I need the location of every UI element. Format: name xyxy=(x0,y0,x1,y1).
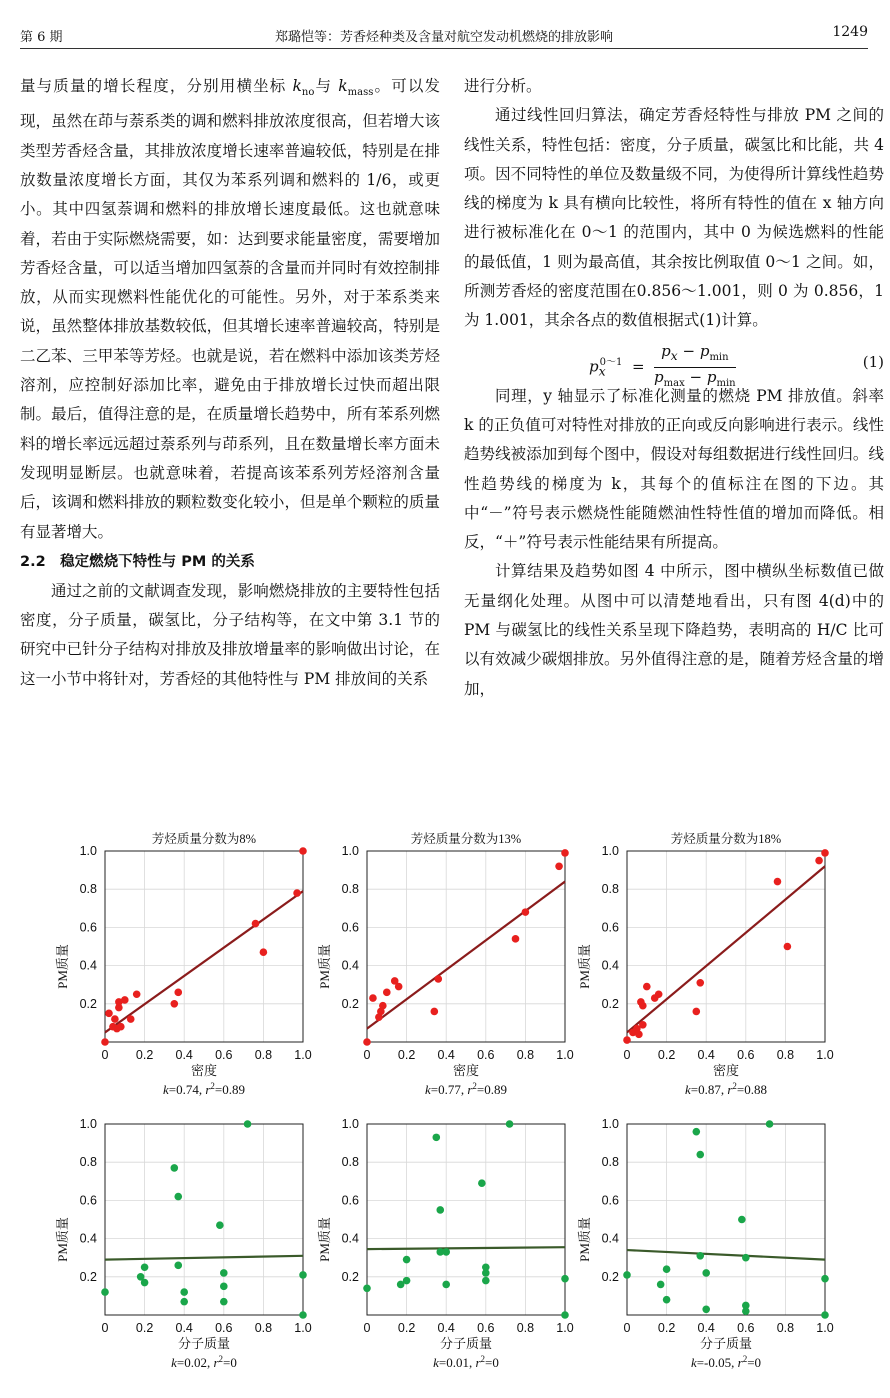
x-tick-label: 0.2 xyxy=(135,1048,154,1062)
data-point xyxy=(141,1279,149,1287)
right-column xyxy=(464,72,884,704)
chart-title: 芳烃质量分数为13% xyxy=(410,832,522,846)
y-tick-label: 0.4 xyxy=(601,958,619,973)
x-tick-label: 0.4 xyxy=(437,1321,455,1335)
x-tick-label: 1.0 xyxy=(294,1321,312,1335)
data-point xyxy=(174,989,182,997)
x-tick-label: 0.2 xyxy=(397,1321,416,1335)
data-point xyxy=(702,1305,710,1313)
y-axis-label: PM质量 xyxy=(317,1217,332,1262)
data-point xyxy=(260,948,268,956)
data-point xyxy=(127,1015,135,1023)
y-tick-label: 0.6 xyxy=(601,920,619,935)
data-point xyxy=(561,1275,569,1283)
figure-4-charts xyxy=(0,832,890,1398)
right-paragraph-3: 计算结果及趋势如图 4 中所示，图中横纵坐标数值已做无量纲化处理。从图中可以清楚地看出，只有图 4(d)中的 PM 与碳氢比的线性关系呈现下降趋势，表明高的 H/C 比可以有效减少碳烟排放。另外值得注意的是，随着芳烃含量的增加， xyxy=(464,562,884,698)
y-tick-label: 0.8 xyxy=(601,882,619,897)
x-tick-label: 1.0 xyxy=(816,1048,834,1062)
data-point xyxy=(171,1000,179,1008)
y-tick-label: 0.2 xyxy=(341,1269,359,1284)
data-point xyxy=(512,935,520,943)
data-point xyxy=(738,1216,746,1224)
issue-number: 第 6 期 xyxy=(20,30,63,45)
x-tick-label: 0.2 xyxy=(135,1321,154,1335)
x-axis-label: 分子质量 xyxy=(177,1336,231,1351)
y-tick-label: 1.0 xyxy=(79,1117,97,1131)
y-tick-label: 1.0 xyxy=(601,844,619,858)
y-tick-label: 0.2 xyxy=(341,996,359,1011)
y-axis-label: PM质量 xyxy=(55,1217,70,1262)
data-point xyxy=(821,1275,829,1283)
data-point xyxy=(696,979,704,987)
chart-caption: k=0.02, $r^2=0$ xyxy=(171,1354,237,1370)
data-point xyxy=(442,1281,450,1289)
data-point xyxy=(623,1271,631,1279)
x-tick-label: 0.2 xyxy=(657,1048,676,1062)
x-tick-label: 0 xyxy=(363,1321,371,1335)
data-point xyxy=(220,1269,228,1277)
data-point xyxy=(220,1298,228,1306)
y-tick-label: 0.6 xyxy=(79,1193,97,1208)
k-mass-symbol: $k_{mass}$ xyxy=(338,77,374,99)
y-tick-label: 0.6 xyxy=(601,1193,619,1208)
data-point xyxy=(639,1021,647,1029)
x-axis-label: 密度 xyxy=(452,1063,480,1078)
data-point xyxy=(117,1023,125,1031)
x-tick-label: 0.4 xyxy=(697,1321,715,1335)
y-axis-label: PM质量 xyxy=(55,944,70,989)
data-point xyxy=(431,1008,439,1016)
plot-frame xyxy=(105,851,303,1042)
data-point xyxy=(101,1038,109,1046)
chart-caption: k=-0.05, $r^2=0$ xyxy=(690,1354,762,1370)
trend-line xyxy=(105,891,303,1032)
x-tick-label: 0.6 xyxy=(737,1321,755,1335)
plot-frame xyxy=(627,1124,825,1315)
data-point xyxy=(133,990,141,998)
data-point xyxy=(623,1036,631,1044)
x-axis-label: 密度 xyxy=(712,1063,740,1078)
chart-caption: k=0.77, $r^2=0.89$ xyxy=(424,1081,508,1097)
data-point xyxy=(555,862,563,870)
x-tick-label: 0.4 xyxy=(175,1048,193,1062)
data-point xyxy=(220,1283,228,1291)
y-tick-label: 0.4 xyxy=(341,1231,359,1246)
x-tick-label: 0.2 xyxy=(397,1048,416,1062)
y-tick-label: 0.4 xyxy=(341,958,359,973)
data-point xyxy=(639,1002,647,1010)
data-point xyxy=(403,1256,411,1264)
data-point xyxy=(180,1288,188,1296)
data-point xyxy=(101,1288,109,1296)
chart-title: 芳烃质量分数为18% xyxy=(670,832,782,846)
plot-frame xyxy=(367,851,565,1042)
x-tick-label: 0.8 xyxy=(254,1048,273,1062)
right-paragraph-0: 进行分析。 xyxy=(464,77,542,95)
x-tick-label: 0.8 xyxy=(776,1048,795,1062)
trend-line xyxy=(367,1247,565,1249)
y-axis-label: PM质量 xyxy=(317,944,332,989)
running-title: 郑璐恺等：芳香烃种类及含量对航空发动机燃烧的排放影响 xyxy=(274,30,613,45)
x-tick-label: 0.8 xyxy=(254,1321,273,1335)
data-point xyxy=(433,1134,441,1142)
x-tick-label: 0.6 xyxy=(215,1321,233,1335)
data-point xyxy=(655,990,663,998)
data-point xyxy=(742,1254,750,1262)
data-point xyxy=(403,1277,411,1285)
plot-frame xyxy=(105,1124,303,1315)
page-number: 1249 xyxy=(832,24,868,40)
y-axis-label: PM质量 xyxy=(577,1217,592,1262)
x-tick-label: 0.4 xyxy=(175,1321,193,1335)
data-point xyxy=(111,1015,119,1023)
y-tick-label: 0.2 xyxy=(601,996,619,1011)
x-axis-label: 分子质量 xyxy=(699,1336,753,1351)
y-tick-label: 0.2 xyxy=(601,1269,619,1284)
data-point xyxy=(693,1008,701,1016)
chart-caption: k=0.01, $r^2=0$ xyxy=(433,1354,499,1370)
trend-line xyxy=(367,882,565,1029)
data-point xyxy=(369,994,377,1002)
data-point xyxy=(696,1151,704,1159)
x-tick-label: 0.6 xyxy=(737,1048,755,1062)
data-point xyxy=(482,1277,490,1285)
y-tick-label: 0.8 xyxy=(601,1155,619,1170)
data-point xyxy=(252,920,260,928)
chart-title: 芳烃质量分数为8% xyxy=(151,832,257,846)
y-tick-label: 0.4 xyxy=(79,1231,97,1246)
data-point xyxy=(821,1311,829,1319)
page-header xyxy=(20,22,868,49)
data-point xyxy=(696,1252,704,1260)
data-point xyxy=(174,1193,182,1201)
data-point xyxy=(561,849,569,857)
data-point xyxy=(774,878,782,886)
x-tick-label: 0 xyxy=(623,1048,631,1062)
data-point xyxy=(693,1128,701,1136)
data-point xyxy=(434,975,442,983)
y-tick-label: 0.8 xyxy=(79,1155,97,1170)
data-point xyxy=(663,1265,671,1273)
trend-line xyxy=(105,1256,303,1260)
data-point xyxy=(121,996,129,1004)
data-point xyxy=(821,849,829,857)
y-tick-label: 1.0 xyxy=(341,1117,359,1131)
data-point xyxy=(643,983,651,991)
data-point xyxy=(363,1284,371,1292)
left-paragraph-2: 通过之前的文献调查发现，影响燃烧排放的主要特性包括密度，分子质量，碳氢比，分子结构等，在文中第 3.1 节的研究中已针分子结构对排放及排放增量率的影响做出讨论，在这一小节中将针对，芳香烃的其他特性与 PM 排放间的关系 xyxy=(20,581,440,688)
x-tick-label: 1.0 xyxy=(816,1321,834,1335)
y-tick-label: 1.0 xyxy=(79,844,97,858)
chart-caption: k=0.74, $r^2=0.89$ xyxy=(162,1081,246,1097)
y-tick-label: 0.8 xyxy=(341,1155,359,1170)
section-heading: 2.2 稳定燃烧下特性与 PM 的关系 xyxy=(20,553,255,570)
data-point xyxy=(174,1262,182,1270)
x-tick-label: 0.6 xyxy=(477,1321,495,1335)
data-point xyxy=(171,1164,179,1172)
x-tick-label: 0.4 xyxy=(437,1048,455,1062)
x-tick-label: 0 xyxy=(623,1321,631,1335)
x-axis-label: 分子质量 xyxy=(439,1336,493,1351)
y-tick-label: 1.0 xyxy=(601,1117,619,1131)
y-tick-label: 0.6 xyxy=(341,920,359,935)
data-point xyxy=(815,857,823,865)
data-point xyxy=(506,1120,514,1128)
data-point xyxy=(742,1307,750,1315)
data-point xyxy=(561,1311,569,1319)
data-point xyxy=(299,847,307,855)
x-tick-label: 1.0 xyxy=(556,1321,574,1335)
x-tick-label: 0 xyxy=(101,1321,109,1335)
data-point xyxy=(442,1248,450,1256)
data-point xyxy=(395,983,403,991)
equation-number: (1) xyxy=(862,352,884,371)
x-tick-label: 0 xyxy=(101,1048,109,1062)
y-tick-label: 0.6 xyxy=(341,1193,359,1208)
data-point xyxy=(766,1120,774,1128)
y-tick-label: 0.4 xyxy=(79,958,97,973)
right-paragraph-2: 同理，y 轴显示了标准化测量的燃烧 PM 排放值。斜率 k 的正负值可对特性对排放的正向或反向影响进行表示。线性趋势线被添加到每个图中，假设对每组数据进行线性回归。线性趋势线的梯度为 k，其每个的值标注在图的下边。其中“－”符号表示燃烧性能随燃油性特性值的增加而降低。相反，“＋”符号表示性能结果有所提高。 xyxy=(464,386,884,552)
x-tick-label: 1.0 xyxy=(294,1048,312,1062)
data-point xyxy=(141,1263,149,1271)
right-paragraph-1: 通过线性回归算法，确定芳香烃特性与排放 PM 之间的线性关系，特性包括：密度，分子质量，碳氢比和比能，共 4 项。因不同特性的单位及数量级不同，为使得所计算线性趋势线的梯度为 k 具有横向比较性，将所有特性的值在 x 轴方向进行被标准化在 0～1 的范围内，其中 0 为候选燃料的性能的最低值，1 则为最高值，其余按比例取值 0～1 之间。如，所测芳香烃的密度范围在0.856～1.001，则 0 为 0.856，1 为 1.001，其余各点的数值根据式(1)计算。 xyxy=(464,106,884,330)
data-point xyxy=(702,1269,710,1277)
y-tick-label: 0.8 xyxy=(341,882,359,897)
y-tick-label: 1.0 xyxy=(341,844,359,858)
data-point xyxy=(299,1311,307,1319)
data-point xyxy=(482,1269,490,1277)
data-point xyxy=(436,1206,444,1214)
trend-line xyxy=(627,1250,825,1260)
x-tick-label: 0.4 xyxy=(697,1048,715,1062)
left-paragraph-1: 量与质量的增长程度，分别用横坐标 $k_{no}$与 $k_{mass}$。可以发现，虽然在茚与萘系类的调和燃料排放浓度很高，但若增大该类型芳香烃含量，其排放浓度增长速率普遍较低，特别是在排放数量浓度增长方面，其仅为苯系列调和燃料的 1/6，或更小。其中四氢萘调和燃料的排放增长速度最低。这也就意味着，若由于实际燃烧需要，如：达到要求能量密度，需要增加芳香烃含量，可以适当增加四氢萘的含量而并同时有效控制排放，从而实现燃料性能优化的可能性。另外，对于苯系类来说，虽然整体排放基数较低，但其增长速率普遍较高，特别是二乙苯、三甲苯等芳烃。也就是说，若在燃料中添加该类芳烃溶剂，应控制好添加比率，避免由于排放增长过快而超出限制。最后，值得注意的是，在质量增长趋势中，所有苯系列燃料的增长率远远超过萘系列与茚系列，且在数量增长率方面未发现明显断层。也就意味着，若提高该苯系列芳烃溶剂含量后，该调和燃料排放的颗粒数变化较小，但是单个颗粒的质量有显著增大。 xyxy=(20,77,440,541)
data-point xyxy=(784,943,792,951)
y-tick-label: 0.2 xyxy=(79,996,97,1011)
plot-frame xyxy=(367,1124,565,1315)
equation-body: $p_x^{0\sim 1}$ = $\frac{p_x - p_{min}}{p_{max} - p_{min}}$ xyxy=(589,341,736,389)
k-no-symbol: $k_{no}$ xyxy=(292,77,315,99)
trend-line xyxy=(627,866,825,1032)
y-tick-label: 0.8 xyxy=(79,882,97,897)
plot-frame xyxy=(627,851,825,1042)
data-point xyxy=(383,989,391,997)
left-column xyxy=(20,72,440,694)
data-point xyxy=(180,1298,188,1306)
data-point xyxy=(216,1221,224,1229)
equation-1 xyxy=(464,336,884,389)
data-point xyxy=(299,1271,307,1279)
y-tick-label: 0.4 xyxy=(601,1231,619,1246)
x-tick-label: 0.8 xyxy=(516,1048,535,1062)
data-point xyxy=(657,1281,665,1289)
y-tick-label: 0.6 xyxy=(79,920,97,935)
x-tick-label: 1.0 xyxy=(556,1048,574,1062)
y-axis-label: PM质量 xyxy=(577,944,592,989)
data-point xyxy=(663,1296,671,1304)
x-axis-label: 密度 xyxy=(190,1063,218,1078)
x-tick-label: 0 xyxy=(363,1048,371,1062)
data-point xyxy=(105,1010,113,1018)
x-tick-label: 0.6 xyxy=(215,1048,233,1062)
data-point xyxy=(478,1179,486,1187)
x-tick-label: 0.2 xyxy=(657,1321,676,1335)
data-point xyxy=(293,889,301,897)
data-point xyxy=(635,1031,643,1039)
x-tick-label: 0.8 xyxy=(516,1321,535,1335)
figure-4 xyxy=(0,832,890,1398)
chart-caption: k=0.87, $r^2=0.88$ xyxy=(684,1081,768,1097)
data-point xyxy=(363,1038,371,1046)
x-tick-label: 0.6 xyxy=(477,1048,495,1062)
data-point xyxy=(244,1120,252,1128)
x-tick-label: 0.8 xyxy=(776,1321,795,1335)
y-tick-label: 0.2 xyxy=(79,1269,97,1284)
data-point xyxy=(379,1002,387,1010)
data-point xyxy=(522,908,530,916)
